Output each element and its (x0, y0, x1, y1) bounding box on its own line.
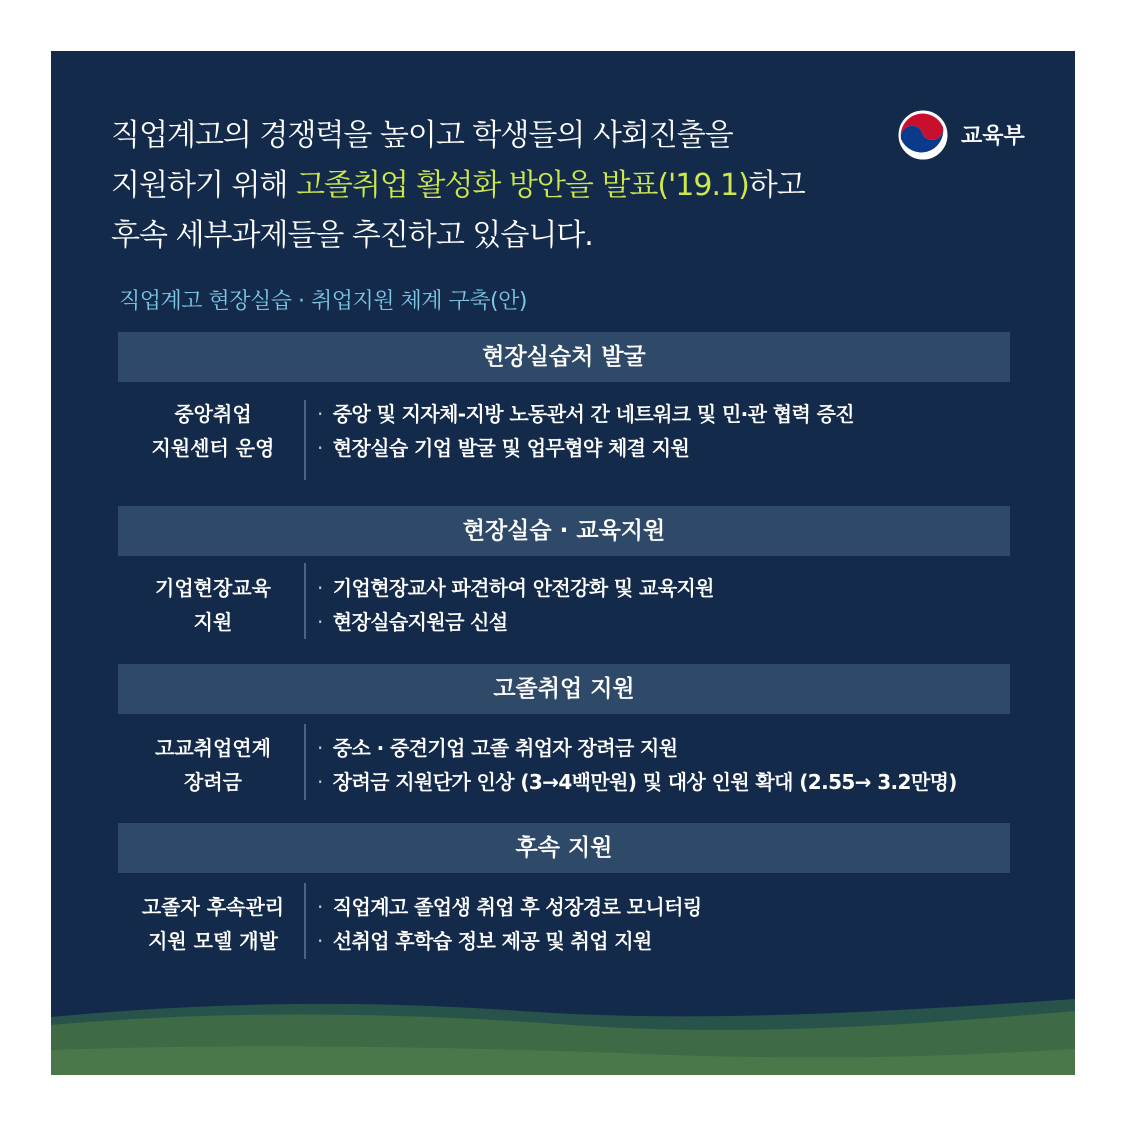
section-label-3 (123, 731, 303, 799)
bullet-text: 현장실습지원금 신설 (332, 610, 508, 634)
section-divider-2 (304, 563, 306, 639)
bullet-text: 현장실습 기업 발굴 및 업무협약 체결 지원 (332, 436, 690, 460)
bullet-dot: · (317, 929, 323, 953)
ministry-logo (893, 105, 1053, 161)
list-item (317, 397, 1017, 431)
section-header-3: 고졸취업 지원 (118, 664, 1010, 714)
section-header-2: 현장실습 · 교육지원 (118, 506, 1010, 556)
intro-line-2-prefix: 지원하기 위해 (111, 168, 296, 203)
bullet-dot: · (317, 576, 323, 600)
section-bullets-2 (317, 571, 1017, 639)
list-item (317, 605, 1017, 639)
list-item (317, 431, 1017, 465)
section-divider-4 (304, 883, 306, 959)
diagram-subtitle: 직업계고 현장실습 · 취업지원 체계 구축(안) (119, 289, 527, 314)
section-bullets-1 (317, 397, 1017, 465)
intro-line-1: 직업계고의 경쟁력을 높이고 학생들의 사회진출을 (111, 118, 733, 153)
section-label-3-line-1: 고교취업연계 (155, 736, 271, 760)
bullet-text: 직업계고 졸업생 취업 후 성장경로 모니터링 (332, 895, 702, 919)
ministry-name: 교육부 (961, 124, 1025, 149)
bullet-dot: · (317, 736, 323, 760)
intro-line-2-suffix: 하고 (748, 168, 805, 203)
list-item (317, 731, 1017, 765)
section-label-3-line-2: 장려금 (184, 770, 242, 794)
infographic-panel (51, 51, 1075, 1075)
bullet-text: 선취업 후학습 정보 제공 및 취업 지원 (332, 929, 652, 953)
section-label-2 (123, 571, 303, 639)
list-item (317, 890, 1017, 924)
section-header-1: 현장실습처 발굴 (118, 332, 1010, 382)
bullet-dot: · (317, 895, 323, 919)
list-item (317, 765, 1017, 799)
section-label-2-line-1: 기업현장교육 (155, 576, 271, 600)
bullet-dot: · (317, 770, 323, 794)
section-label-1-line-2: 지원센터 운영 (151, 436, 275, 460)
section-bullets-4 (317, 890, 1017, 958)
bullet-text: 기업현장교사 파견하여 안전강화 및 교육지원 (332, 576, 714, 600)
section-label-2-line-2: 지원 (193, 610, 233, 634)
section-label-4-line-2: 지원 모델 개발 (148, 929, 278, 953)
section-label-1-line-1: 중앙취업 (174, 402, 252, 426)
bullet-dot: · (317, 436, 323, 460)
list-item (317, 924, 1017, 958)
section-bullets-3 (317, 731, 1017, 799)
bullet-text: 장려금 지원단가 인상 (3→4백만원) 및 대상 인원 확대 (2.55→ 3.2만명) (332, 770, 957, 794)
section-header-4: 후속 지원 (118, 823, 1010, 873)
decorative-hills (51, 995, 1075, 1075)
list-item (317, 571, 1017, 605)
intro-line-3: 후속 세부과제들을 추진하고 있습니다. (111, 218, 593, 253)
section-divider-1 (304, 400, 306, 480)
bullet-text: 중소 · 중견기업 고졸 취업자 장려금 지원 (332, 736, 678, 760)
intro-text (111, 111, 871, 261)
intro-line-2 (111, 161, 871, 211)
bullet-text: 중앙 및 지자체-지방 노동관서 간 네트워크 및 민·관 협력 증진 (332, 402, 855, 426)
bullet-dot: · (317, 610, 323, 634)
intro-highlight: 고졸취업 활성화 방안을 발표('19.1) (295, 168, 749, 203)
section-divider-3 (304, 724, 306, 800)
section-label-4-line-1: 고졸자 후속관리 (141, 895, 285, 919)
section-label-1 (123, 397, 303, 465)
bullet-dot: · (317, 402, 323, 426)
taegeuk-emblem-icon (893, 105, 953, 165)
section-label-4 (123, 890, 303, 958)
